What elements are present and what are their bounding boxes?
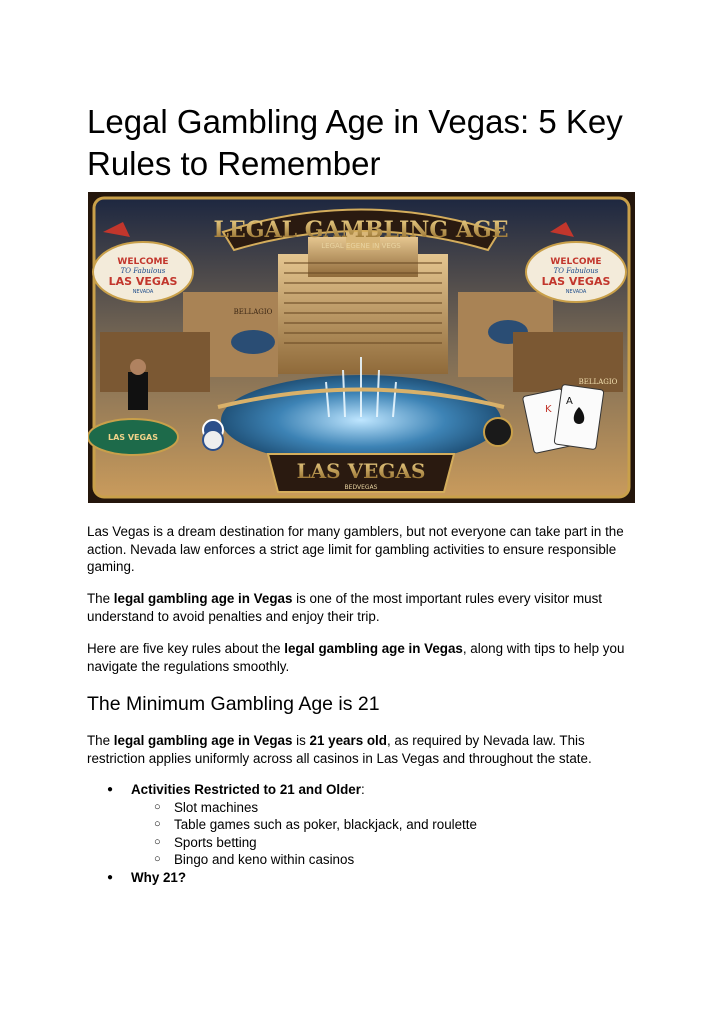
sub-bullet-icon: ○ xyxy=(154,835,161,848)
sub-list xyxy=(131,799,647,869)
sub-bullet-icon: ○ xyxy=(154,853,161,865)
section-heading: The Minimum Gambling Age is 21 xyxy=(87,693,380,715)
svg-text:TO Fabulous: TO Fabulous xyxy=(120,267,166,275)
sub-list-item: ○ Bingo and keno within casinos xyxy=(154,852,355,867)
hero-image xyxy=(88,192,635,503)
page-title: Legal Gambling Age in Vegas: 5 Key Rules to Remember xyxy=(87,103,623,182)
svg-text:LAS VEGAS: LAS VEGAS xyxy=(107,433,159,442)
svg-text:NEVADA: NEVADA xyxy=(132,289,154,295)
banner-subtitle: LEGAL EGENE IN VEGS xyxy=(321,242,401,250)
bottom-title: LAS VEGAS xyxy=(296,459,426,483)
svg-text:BELLAGIO: BELLAGIO xyxy=(233,308,273,316)
sub-bullet-icon: ○ xyxy=(154,800,161,813)
sub-list-item: ○ Sports betting xyxy=(154,834,257,850)
intro-paragraph-2: The legal gambling age in Vegas is one of the most important rules every visitor must understand to avoid penalties and enjoy their trip. xyxy=(87,591,602,624)
list-item: ● Why 21? xyxy=(107,869,187,885)
svg-text:K: K xyxy=(545,404,552,415)
sub-bullet-icon: ○ xyxy=(154,818,161,830)
list-item: ● Activities Restricted to 21 and Older: ○ Slot machines ○ Table games such as poker, blackjack, and roulette ○ Sports betting ○ Bingo and keno within casinos xyxy=(87,781,647,869)
svg-text:BEDVEGAS: BEDVEGAS xyxy=(344,484,378,491)
bottom-plaque xyxy=(268,454,454,492)
sub-list-item: ○ Slot machines xyxy=(154,799,259,815)
bullet-list xyxy=(87,781,647,886)
section-paragraph: The legal gambling age in Vegas is 21 years old, as required by Nevada law. This restriction applies uniformly across all casinos in Las Vegas and throughout the state. xyxy=(87,733,592,766)
intro-paragraph-3: Here are five key rules about the legal gambling age in Vegas, along with tips to help you navigate the regulations smoothly. xyxy=(87,641,625,674)
intro-paragraph-1: Las Vegas is a dream destination for many gamblers, but not everyone can take part in the action. Nevada law enforces a strict age limit for gambling activities to ensure responsible gaming. xyxy=(87,524,624,574)
svg-text:TO Fabulous: TO Fabulous xyxy=(553,267,599,275)
svg-text:LAS VEGAS: LAS VEGAS xyxy=(541,275,611,288)
svg-text:LAS VEGAS: LAS VEGAS xyxy=(108,275,178,288)
bullet-icon: ● xyxy=(107,871,114,883)
svg-text:NEVADA: NEVADA xyxy=(565,289,587,295)
bullet-icon: ● xyxy=(107,784,114,795)
sub-list-item: ○ Table games such as poker, blackjack, and roulette xyxy=(154,817,477,832)
svg-text:WELCOME: WELCOME xyxy=(550,257,602,267)
svg-text:WELCOME: WELCOME xyxy=(117,257,169,267)
svg-text:A: A xyxy=(566,396,573,407)
banner-title: LEGAL GAMBLING AGE xyxy=(213,217,509,243)
svg-text:BELLAGIO: BELLAGIO xyxy=(578,378,618,386)
